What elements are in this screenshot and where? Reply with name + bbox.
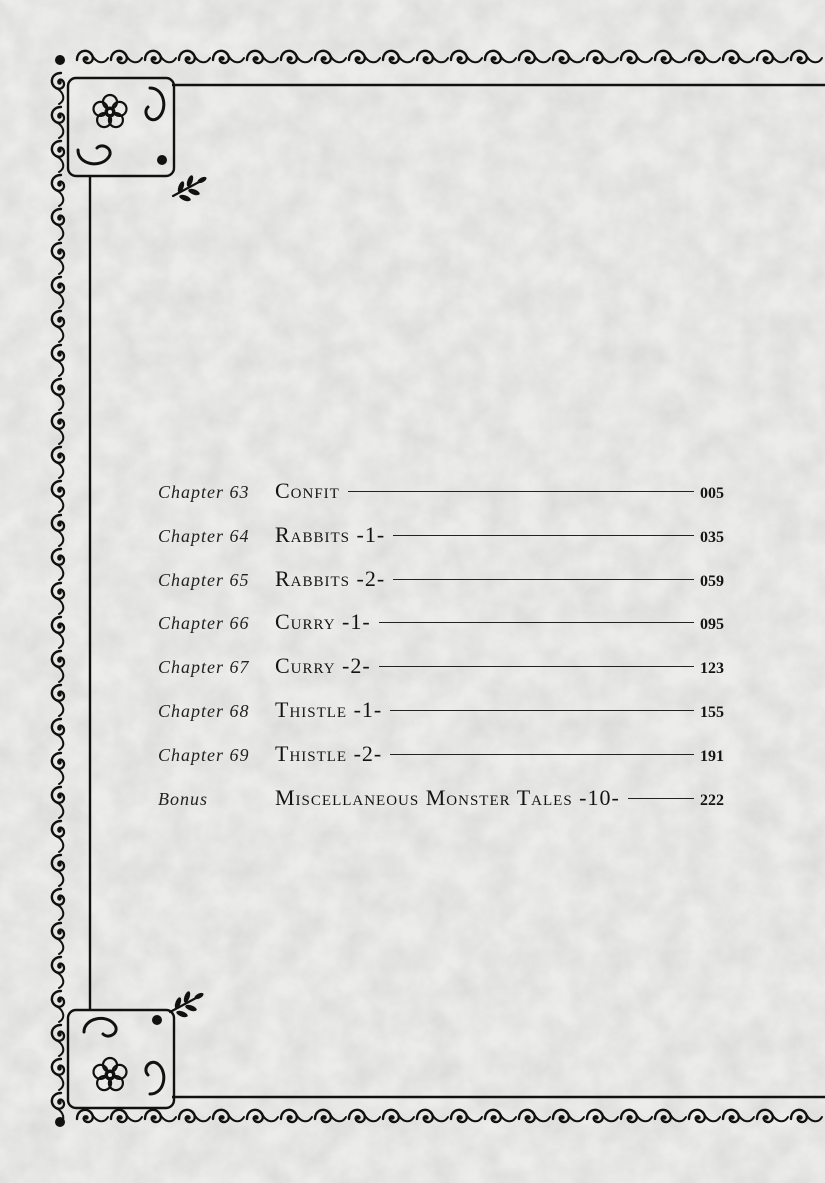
page-number: 155 <box>700 704 724 721</box>
page-number: 035 <box>700 529 724 546</box>
toc-entry <box>158 741 724 771</box>
chapter-label: Chapter 65 <box>158 570 250 590</box>
dot-leader-line <box>628 798 694 799</box>
chapter-label: Chapter 69 <box>158 745 250 765</box>
dot-leader-line <box>393 579 694 580</box>
chapter-title: Curry -2- <box>275 653 371 678</box>
dot-leader-line <box>390 754 694 755</box>
chapter-label: Chapter 68 <box>158 701 250 721</box>
dot-leader-line <box>379 622 694 623</box>
chapter-title: Confit <box>275 478 340 503</box>
toc-entry <box>158 785 724 815</box>
page-number: 123 <box>700 660 724 677</box>
toc-entry <box>158 653 724 683</box>
dot-leader-line <box>348 491 694 492</box>
dot-leader-line <box>379 666 694 667</box>
chapter-title: Miscellaneous Monster Tales -10- <box>275 785 620 810</box>
toc-entry <box>158 478 724 508</box>
chapter-label: Bonus <box>158 789 208 809</box>
dot-leader-line <box>390 710 694 711</box>
chapter-label: Chapter 67 <box>158 657 250 677</box>
toc-entry <box>158 566 724 596</box>
chapter-title: Rabbits -2- <box>275 566 386 591</box>
chapter-title: Thistle -1- <box>275 697 383 722</box>
chapter-label: Chapter 63 <box>158 482 250 502</box>
chapter-title: Rabbits -1- <box>275 522 386 547</box>
dot-leader-line <box>393 535 694 536</box>
page-number: 059 <box>700 573 724 590</box>
page-number: 222 <box>700 792 724 809</box>
chapter-title: Curry -1- <box>275 609 371 634</box>
page-number: 095 <box>700 616 724 633</box>
chapter-label: Chapter 66 <box>158 613 250 633</box>
chapter-title: Thistle -2- <box>275 741 383 766</box>
toc-entry <box>158 697 724 727</box>
page-number: 005 <box>700 485 724 502</box>
toc-entry <box>158 522 724 552</box>
page-number: 191 <box>700 748 724 765</box>
toc-entry <box>158 609 724 639</box>
chapter-label: Chapter 64 <box>158 526 250 546</box>
